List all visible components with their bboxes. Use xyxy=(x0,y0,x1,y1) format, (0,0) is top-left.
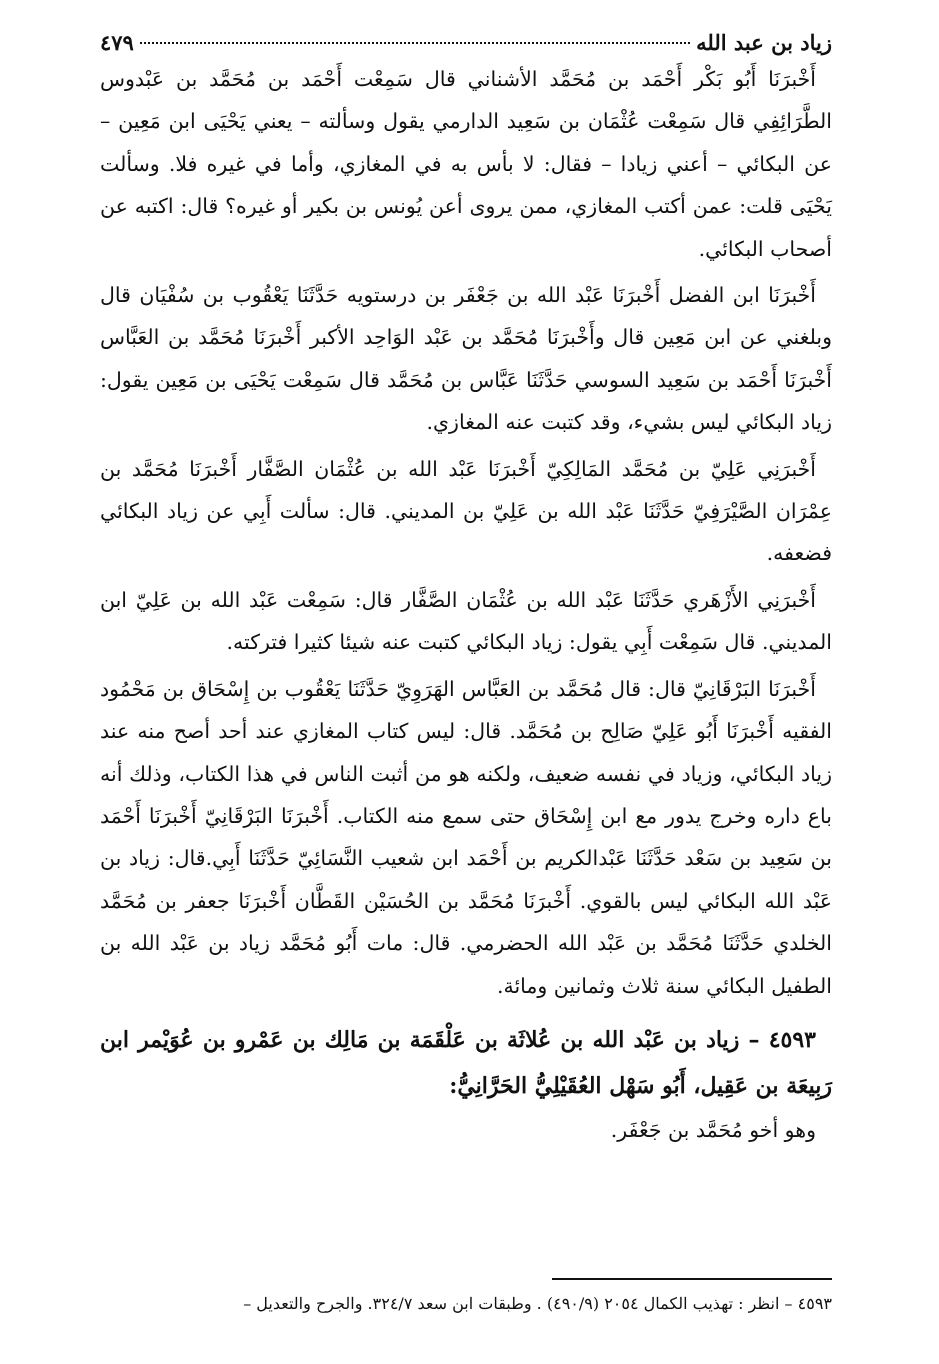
paragraph-4: أَخْبرَنِي الأَزْهَري حَدَّثَنَا عَبْد الله بن عُثْمَان الصَّفَّار قال: سَمِعْت عَبْد الله بن عَلِيّ ابن المديني. قال سَمِعْت أَبِي يقول: زياد البكائي كتبت عنه شيئا كثيرا فتركته. xyxy=(100,587,832,655)
paragraph-1: أَخْبرَنَا أَبُو بَكْر أَحْمَد بن مُحَمَّد الأشناني قال سَمِعْت أَحْمَد بن مُحَمَّد بن عَبْدوس الطَّرَائِفِي قال سَمِعْت عُثْمَان بن سَعِيد الدارمي يقول وسألته – يعني يَحْيَى ابن مَعِين – عن البكائي – أعني زيادا – فقال: لا بأس به في المغازي، وأما في غيره فلا. وسألت يَحْيَى قلت: عمن أكتب المغازي، ممن يروى أعن يُونس بن بكير أو غيره؟ قال: اكتبه عن أصحاب البكائي. xyxy=(100,67,832,261)
paragraph-3: أَخْبرَنِي عَلِيّ بن مُحَمَّد المَالِكِيّ أَخْبرَنَا عَبْد الله بن عُثْمَان الصَّفَّار أَخْبرَنَا مُحَمَّد بن عِمْرَان الصَّيْرَفِيّ حَدَّثَنَا عَبْد الله بن عَلِيّ بن المديني. قال: سألت أَبِي عن زياد البكائي فضعفه. xyxy=(100,456,832,566)
page-number: ٤٧٩ xyxy=(100,30,134,55)
entry-text: وهو أخو مُحَمَّد بن جَعْفَر. xyxy=(610,1117,816,1142)
running-header xyxy=(100,28,832,58)
entry-heading: ٤٥٩٣ – زياد بن عَبْد الله بن عُلاثَة بن عَلْقَمَة بن مَالِك بن عَمْرو بن عُوَيْمر ابن رَبِيعَة بن عَقِيل، أَبُو سَهْل العُقَيْلِيُّ الحَرَّانِيُّ: xyxy=(100,1026,832,1099)
header-title: زياد بن عبد الله xyxy=(696,30,832,55)
page-body xyxy=(100,28,832,1151)
footnote: ٤٥٩٣ – انظر : تهذيب الكمال ٢٠٥٤ (٤٩٠/٩) . وطبقات ابن سعد ٣٢٤/٧. والجرح والتعديل – xyxy=(243,1294,832,1313)
paragraph-5: أَخْبرَنَا البَرْقَانِيّ قال: قال مُحَمَّد بن العَبَّاس الهَرَوِيّ حَدَّثَنَا يَعْقُوب بن إِسْحَاق بن مَحْمُود الفقيه أَخْبرَنَا أَبُو عَلِيّ صَالِح بن مُحَمَّد. قال: ليس كتاب المغازي عند أحد أصح منه عند زياد البكائي، وزياد في نفسه ضعيف، ولكنه هو من أثبت الناس في هذا الكتاب، وذلك أنه باع داره وخرج يدور مع ابن إِسْحَاق حتى سمع منه الكتاب. أَخْبرَنَا البَرْقَانِيّ أَخْبرَنَا أَحْمَد بن سَعِيد بن سَعْد حَدَّثَنَا عَبْدالكريم بن أَحْمَد ابن شعيب النَّسَائِيّ حَدَّثَنَا أَبِي.قال: زياد بن عَبْد الله البكائي ليس بالقوي. أَخْبرَنَا مُحَمَّد بن الحُسَيْن القَطَّان أَخْبرَنَا جعفر بن مُحَمَّد الخلدي حَدَّثَنَا مُحَمَّد بن عَبْد الله الحضرمي. قال: مات أَبُو مُحَمَّد زياد بن عَبْد الله بن الطفيل البكائي سنة ثلاث وثمانين ومائة. xyxy=(100,676,832,998)
footnote-divider xyxy=(552,1278,832,1280)
header-leader-dots xyxy=(140,42,690,44)
paragraph-2: أَخْبرَنَا ابن الفضل أَخْبرَنَا عَبْد الله بن جَعْفَر بن درستويه حَدَّثَنَا يَعْقُوب بن سُفْيَان قال وبلغني عن ابن مَعِين قال وأَخْبرَنَا مُحَمَّد بن عَبْد الوَاحِد الأكبر أَخْبرَنَا مُحَمَّد بن العَبَّاس أَخْبرَنَا أَحْمَد بن سَعِيد السوسي حَدَّثَنَا عَبَّاس بن مُحَمَّد قال سَمِعْت يَحْيَى بن مَعِين يقول: زياد البكائي ليس بشيء، وقد كتبت عنه المغازي. xyxy=(100,283,832,435)
